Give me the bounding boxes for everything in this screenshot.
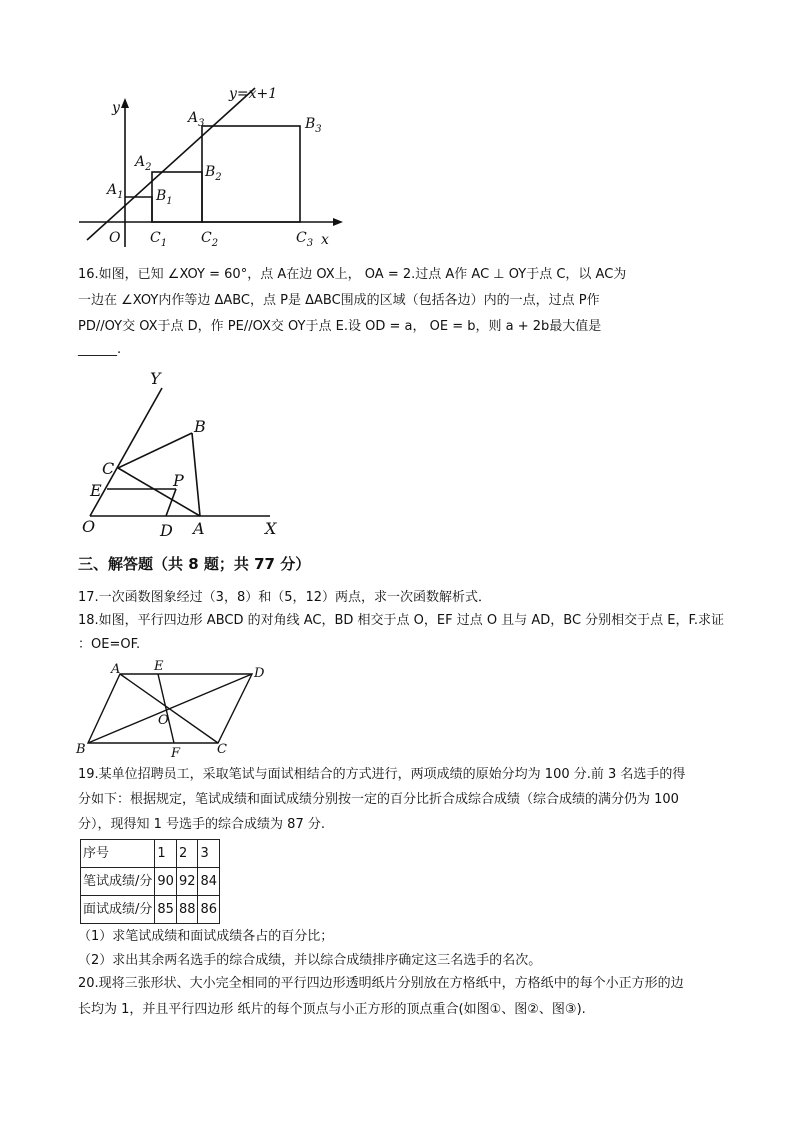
- q16-answer-blank: ______.: [78, 342, 122, 357]
- figure-staircase-squares: [75, 82, 350, 252]
- square-1: [125, 197, 152, 222]
- q18-line2: ：OE=OF.: [78, 637, 141, 652]
- table-row: [81, 868, 220, 896]
- figure-angle-triangle: [78, 366, 288, 546]
- figure-parallelogram: [74, 657, 274, 761]
- label-O: O: [82, 517, 96, 536]
- label-X: X: [265, 519, 277, 538]
- q19-sub2: （2）求出其余两名选手的综合成绩，并以综合成绩排序确定这三名选手的名次。: [78, 953, 542, 968]
- y-axis-label: y: [112, 100, 120, 116]
- label-F: F: [171, 746, 181, 761]
- label-A: A: [111, 662, 121, 677]
- label-C: C: [217, 742, 227, 757]
- segment-CB: [118, 433, 192, 468]
- label-A: A: [193, 519, 205, 538]
- segment-BA: [192, 433, 200, 516]
- label-Y: Y: [150, 369, 161, 388]
- table-cell: 85: [155, 896, 177, 924]
- segment-PD: [166, 489, 176, 516]
- label-C: C: [102, 459, 115, 478]
- label-B3: $B_3$: [305, 116, 322, 135]
- label-P: P: [173, 471, 184, 490]
- origin-label: O: [109, 230, 121, 246]
- table-cell: 笔试成绩/分: [81, 868, 155, 896]
- table-header-cell: 2: [176, 840, 198, 868]
- label-D: D: [160, 521, 173, 540]
- table-header-cell: 1: [155, 840, 177, 868]
- label-A1: $A_1$: [107, 182, 124, 201]
- q19-line2: 分如下：根据规定，笔试成绩和面试成绩分别按一定的百分比折合成综合成绩（综合成绩的满分仍为 100: [78, 792, 679, 807]
- table-cell: 90: [155, 868, 177, 896]
- label-O: O: [158, 713, 169, 728]
- curve-label: y=x+1: [229, 86, 278, 102]
- label-B2: $B_2$: [205, 164, 222, 183]
- q20-line1: 20.现将三张形状、大小完全相同的平行四边形透明纸片分别放在方格纸中，方格纸中的每个小正方形的边: [78, 976, 684, 991]
- table-cell: 86: [198, 896, 220, 924]
- section-heading: 三、解答题（共 8 题；共 77 分）: [78, 555, 311, 573]
- label-D: D: [254, 666, 265, 681]
- q16-line3: PD//OY交 OX于点 D，作 PE//OX交 OY于点 E.设 OD = a， OE = b，则 a + 2b最大值是: [78, 319, 602, 334]
- segment-CA: [118, 468, 200, 516]
- x-axis-label: x: [321, 232, 329, 248]
- table-cell: 92: [176, 868, 198, 896]
- table-header-cell: 3: [198, 840, 220, 868]
- label-C1: $C_1$: [150, 230, 168, 249]
- table-row: [81, 896, 220, 924]
- label-B: B: [194, 417, 206, 436]
- label-A3: $A_3$: [188, 110, 205, 129]
- table-header-row: [81, 840, 220, 868]
- q18-line1: 18.如图，平行四边形 ABCD 的对角线 AC，BD 相交于点 O，EF 过点 O 且与 AD，BC 分别相交于点 E，F.求证: [78, 613, 725, 628]
- diagonal-BD: [88, 674, 252, 743]
- label-E: E: [90, 481, 102, 500]
- q17-text: 17.一次函数图象经过（3，8）和（5，12）两点，求一次函数解析式．: [78, 590, 492, 605]
- q19-line3: 分），现得知 1 号选手的综合成绩为 87 分.: [78, 817, 325, 832]
- label-C3: $C_3$: [296, 230, 314, 249]
- q16-line2: 一边在 ∠XOY内作等边 ΔABC，点 P是 ΔABC围成的区域（包括各边）内的一点，过点 P作: [78, 293, 600, 308]
- label-C2: $C_2$: [201, 230, 219, 249]
- table-header-cell: 序号: [81, 840, 155, 868]
- table-cell: 88: [176, 896, 198, 924]
- table-cell: 面试成绩/分: [81, 896, 155, 924]
- q19-sub1: （1）求笔试成绩和面试成绩各占的百分比；: [78, 929, 334, 944]
- q20-line2: 长均为 1，并且平行四边形 纸片的每个顶点与小正方形的顶点重合(如图①、图②、图③).: [78, 1002, 586, 1017]
- table-cell: 84: [198, 868, 220, 896]
- label-E: E: [154, 659, 164, 674]
- label-B: B: [76, 742, 86, 757]
- q19-line1: 19.某单位招聘员工，采取笔试与面试相结合的方式进行，两项成绩的原始分均为 100 分.前 3 名选手的得: [78, 767, 686, 782]
- q16-line1: 16.如图，已知 ∠XOY = 60°，点 A在边 OX上， OA = 2.过点 A作 AC ⊥ OY于点 C，以 AC为: [78, 267, 627, 282]
- scores-table: [80, 839, 220, 924]
- label-A2: $A_2$: [135, 154, 152, 173]
- label-B1: $B_1$: [156, 188, 173, 207]
